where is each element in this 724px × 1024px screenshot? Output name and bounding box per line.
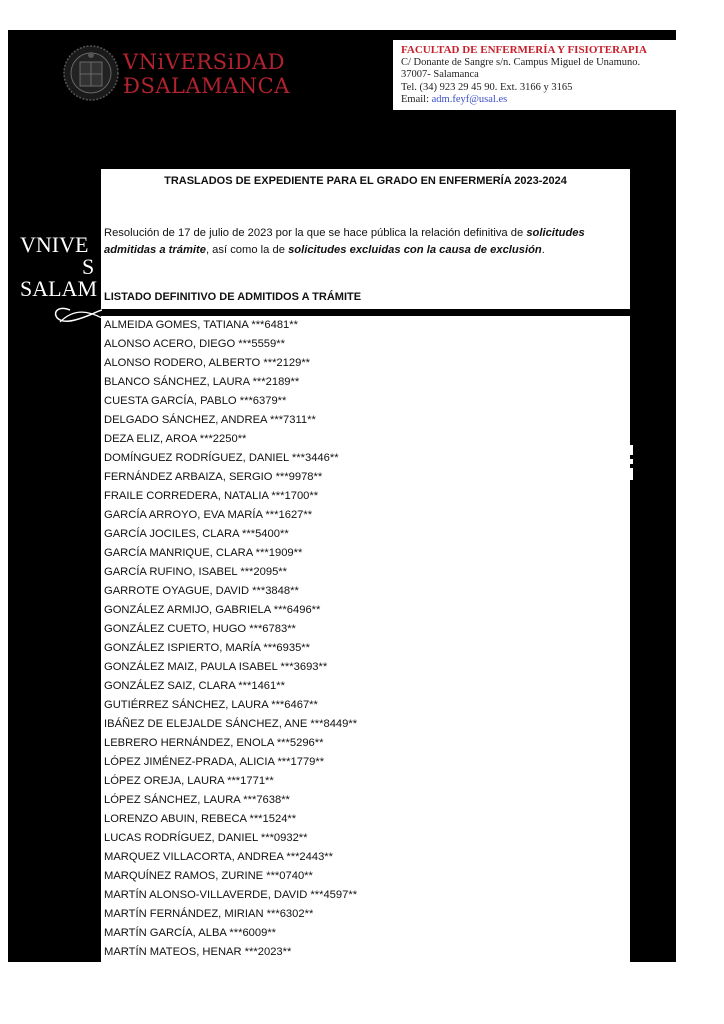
list-item: DELGADO SÁNCHEZ, ANDREA ***7311** (104, 414, 316, 426)
list-item: LÓPEZ OREJA, LAURA ***1771** (104, 775, 274, 787)
resolution-text-3: . (541, 244, 545, 256)
email-label: Email: (401, 94, 432, 106)
list-item: ALONSO ACERO, DIEGO ***5559** (104, 338, 285, 350)
resolution-bold-2: solicitudes excluidas con la causa de exclusión (288, 244, 542, 256)
list-item: GARROTE OYAGUE, DAVID ***3848** (104, 585, 299, 597)
university-seal-icon (63, 44, 119, 102)
resolution-text-1: Resolución de 17 de julio de 2023 por la que se hace pública la relación definitiva de (104, 227, 527, 239)
list-item: MARTÍN FERNÁNDEZ, MIRIAN ***6302** (104, 908, 314, 920)
list-item: GONZÁLEZ ARMIJO, GABRIELA ***6496** (104, 604, 321, 616)
list-item: LÓPEZ JIMÉNEZ-PRADA, ALICIA ***1779** (104, 756, 325, 768)
logo-line-2: ÐSALAMANCA (123, 74, 290, 98)
list-item: MARQUÍNEZ RAMOS, ZURINE ***0740** (104, 870, 313, 882)
list-item: GARCÍA RUFINO, ISABEL ***2095** (104, 566, 288, 578)
list-item: MARTÍN ALONSO-VILLAVERDE, DAVID ***4597** (104, 889, 358, 901)
list-item: MARQUEZ VILLACORTA, ANDREA ***2443** (104, 851, 334, 863)
faculty-name: FACULTAD DE ENFERMERÍA Y FISIOTERAPIA (401, 44, 647, 56)
list-item: FERNÁNDEZ ARBAIZA, SERGIO ***9978** (104, 471, 323, 483)
email-link[interactable]: adm.feyf@usal.es (431, 94, 508, 106)
list-item: LÓPEZ SÁNCHEZ, LAURA ***7638** (104, 794, 290, 806)
faculty-city: 37007- Salamanca (401, 69, 479, 81)
list-item: GARCÍA MANRIQUE, CLARA ***1909** (104, 547, 303, 559)
list-item: MARTÍN GARCÍA, ALBA ***6009** (104, 927, 277, 939)
list-item: GARCÍA JOCILES, CLARA ***5400** (104, 528, 289, 540)
resolution-text-2: , así como la de (205, 244, 289, 256)
admitted-list (101, 316, 630, 962)
document-header-box (101, 169, 630, 309)
list-item: GONZÁLEZ MAIZ, PAULA ISABEL ***3693** (104, 661, 328, 673)
list-item: DEZA ELIZ, AROA ***2250** (104, 433, 247, 445)
list-item: GARCÍA ARROYO, EVA MARÍA ***1627** (104, 509, 313, 521)
list-item: GONZÁLEZ ISPIERTO, MARÍA ***6935** (104, 642, 311, 654)
list-item: IBÁÑEZ DE ELEJALDE SÁNCHEZ, ANE ***8449** (104, 718, 358, 730)
list-heading: LISTADO DEFINITIVO DE ADMITIDOS A TRÁMITE (104, 291, 362, 303)
list-item: BLANCO SÁNCHEZ, LAURA ***2189** (104, 376, 300, 388)
university-logo (123, 50, 290, 98)
list-item: GUTIÉRREZ SÁNCHEZ, LAURA ***6467** (104, 699, 318, 711)
list-item: LEBRERO HERNÁNDEZ, ENOLA ***5296** (104, 737, 324, 749)
list-item: GONZÁLEZ CUETO, HUGO ***6783** (104, 623, 296, 635)
list-item: GONZÁLEZ SAIZ, CLARA ***1461** (104, 680, 285, 692)
watermark-logo-icon (20, 232, 102, 332)
list-item: MARTÍN MATEOS, HENAR ***2023** (104, 946, 292, 958)
faculty-address: C/ Donante de Sangre s/n. Campus Miguel de Unamuno. (401, 56, 641, 68)
list-item: ALONSO RODERO, ALBERTO ***2129** (104, 357, 311, 369)
faculty-info-box (393, 40, 676, 110)
list-item: LUCAS RODRÍGUEZ, DANIEL ***0932** (104, 832, 308, 844)
svg-text:VNIVE: VNIVE (20, 232, 89, 257)
faculty-email-row (401, 94, 676, 107)
document-title: TRASLADOS DE EXPEDIENTE PARA EL GRADO EN ENFERMERÍA 2023-2024 (164, 175, 567, 187)
svg-text:SALAM: SALAM (20, 276, 98, 301)
list-item: ALMEIDA GOMES, TATIANA ***6481** (104, 319, 298, 331)
faculty-phone: Tel. (34) 923 29 45 90. Ext. 3166 y 3165 (401, 81, 573, 93)
list-item: LORENZO ABUIN, REBECA ***1524** (104, 813, 297, 825)
list-item: DOMÍNGUEZ RODRÍGUEZ, DANIEL ***3446** (104, 452, 339, 464)
list-item: FRAILE CORREDERA, NATALIA ***1700** (104, 490, 319, 502)
svg-text:S: S (82, 254, 95, 279)
resolution-bold-1: solicitudes admitidas a trámite (104, 227, 585, 256)
resolution-paragraph (104, 225, 630, 259)
list-item: CUESTA GARCÍA, PABLO ***6379** (104, 395, 287, 407)
logo-line-1: VNiVERSiDAD (123, 50, 286, 74)
